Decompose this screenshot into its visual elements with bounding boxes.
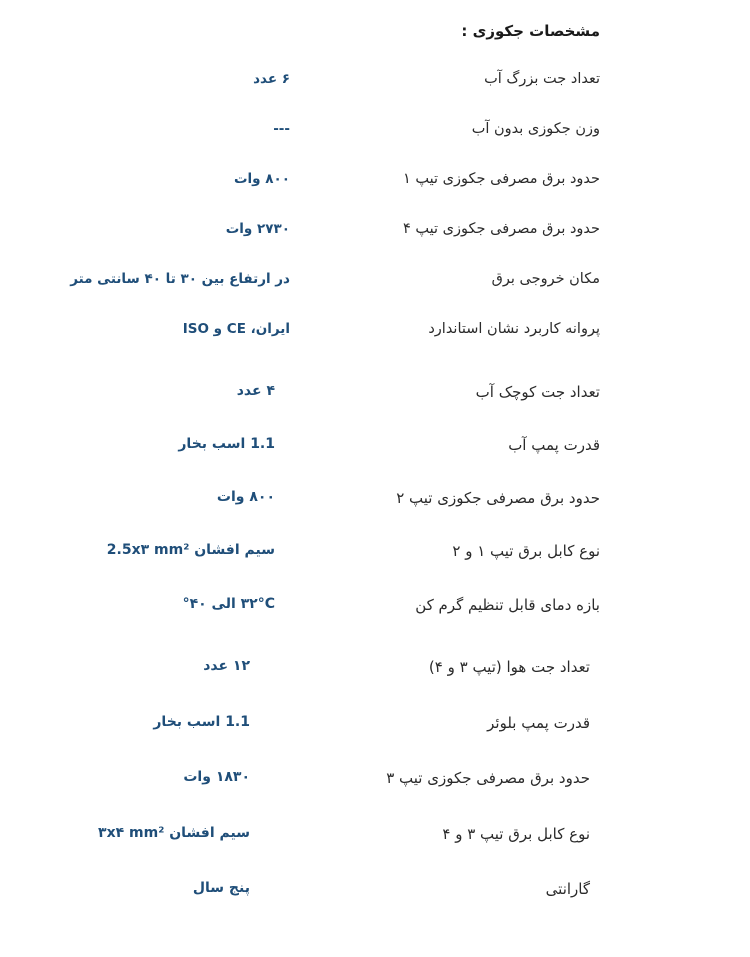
spec-row [60,383,600,413]
spec-value: در ارتفاع بین ۳۰ تا ۴۰ سانتی متر [70,271,290,287]
spec-value: 1.1 اسب بخار [153,714,250,730]
spec-value: ۳۲°C الی ۴۰° [182,596,275,612]
spec-label: پروانه کاربرد نشان استاندارد [428,321,600,337]
spec-label: نوع کابل برق تیپ ۱ و ۲ [452,542,600,560]
spec-label: حدود برق مصرفی جکوزی تیپ ۴ [403,221,600,237]
spec-row [60,489,600,519]
spec-label: وزن جکوزی بدون آب [471,121,600,137]
spec-label: حدود برق مصرفی جکوزی تیپ ۱ [403,171,600,187]
spec-row [60,321,600,351]
spec-row [60,436,600,466]
spec-label: گارانتی [545,880,590,898]
spec-title: مشخصات جکوزی : [461,22,600,40]
spec-row [60,221,600,251]
spec-row [60,542,600,572]
spec-value: ۱۲ عدد [203,658,250,674]
spec-value: ۸۰۰ وات [216,489,275,505]
spec-value: ۲۷۳۰ وات [225,221,290,237]
spec-label: تعداد جت بزرگ آب [484,71,600,87]
spec-row [60,658,600,688]
spec-value: پنج سال [192,880,250,896]
spec-label: حدود برق مصرفی جکوزی تیپ ۳ [386,769,590,787]
spec-value: --- [273,121,290,137]
spec-row [60,714,600,744]
spec-label: تعداد جت هوا (تیپ ۳ و ۴) [428,658,590,676]
spec-value: ۸۰۰ وات [233,171,290,187]
spec-value: سیم افشان 2.5x۳ mm² [106,542,275,558]
spec-row [60,596,600,626]
spec-row [60,171,600,201]
spec-value: سیم افشان ۳x۴ mm² [98,825,250,841]
spec-row [60,71,600,101]
spec-label: قدرت پمپ بلوئر [487,714,590,732]
spec-label: نوع کابل برق تیپ ۳ و ۴ [442,825,590,843]
spec-row [60,825,600,855]
spec-value: ۴ عدد [236,383,275,399]
spec-value: ۱۸۳۰ وات [183,769,250,785]
spec-row [60,121,600,151]
spec-label: بازه دمای قابل تنظیم گرم کن [415,596,600,614]
spec-row [60,880,600,910]
spec-row [60,769,600,799]
spec-label: حدود برق مصرفی جکوزی تیپ ۲ [396,489,600,507]
spec-value: ایران، CE و ISO [182,321,290,337]
spec-label: قدرت پمپ آب [508,436,600,454]
spec-row [60,271,600,301]
spec-value: ۶ عدد [253,71,290,87]
spec-value: 1.1 اسب بخار [178,436,275,452]
spec-label: مکان خروجی برق [491,271,600,287]
spec-label: تعداد جت کوچک آب [475,383,600,401]
